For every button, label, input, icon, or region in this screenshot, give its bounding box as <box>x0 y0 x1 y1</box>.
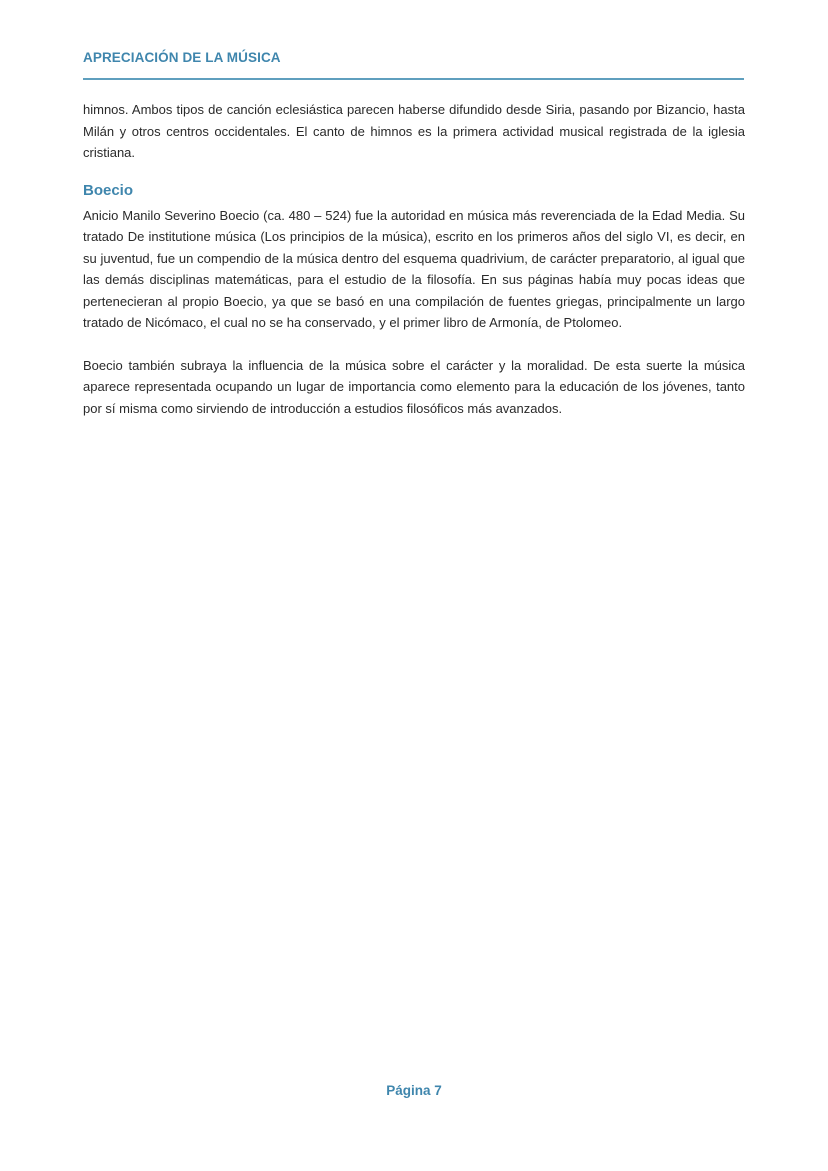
page-content <box>83 99 745 419</box>
body-paragraph-2: Boecio también subraya la influencia de la música sobre el carácter y la moralidad. De esta suerte la música aparece representada ocupando un lugar de importancia como elemento para la educación de los jóvenes, tanto por sí misma como sirviendo de introducción a estudios filosóficos más avanzados. <box>83 357 745 416</box>
section-heading: Boecio <box>83 181 134 199</box>
document-title: APRECIACIÓN DE LA MÚSICA <box>83 50 281 65</box>
intro-paragraph: himnos. Ambos tipos de canción eclesiástica parecen haberse difundido desde Siria, pasando por Bizancio, hasta Milán y otros centros occidentales. El canto de himnos es la primera actividad musical registrada de la iglesia cristiana. <box>83 102 745 160</box>
page-number: Página 7 <box>386 1083 442 1098</box>
page-footer <box>0 1082 828 1100</box>
section-boecio <box>83 181 745 420</box>
page-header <box>83 50 744 66</box>
header-divider <box>83 78 744 80</box>
body-paragraph-1: Anicio Manilo Severino Boecio (ca. 480 – 524) fue la autoridad en música más reverenciada de la Edad Media. Su tratado De institutione música (Los principios de la música), escrito en los primeros años del siglo VI, es decir, en su juventud, fue un compendio de la música dentro del esquema quadrivium, de carácter preparatorio, al igual que las demás disciplinas matemáticas, para el estudio de la filosofía. En sus páginas había muy pocas ideas que pertenecieran al propio Boecio, ya que se basó en una compilación de fuentes griegas, principalmente un largo tratado de Nicómaco, el cual no se ha conservado, y el primer libro de Armonía, de Ptolomeo. <box>83 207 745 330</box>
